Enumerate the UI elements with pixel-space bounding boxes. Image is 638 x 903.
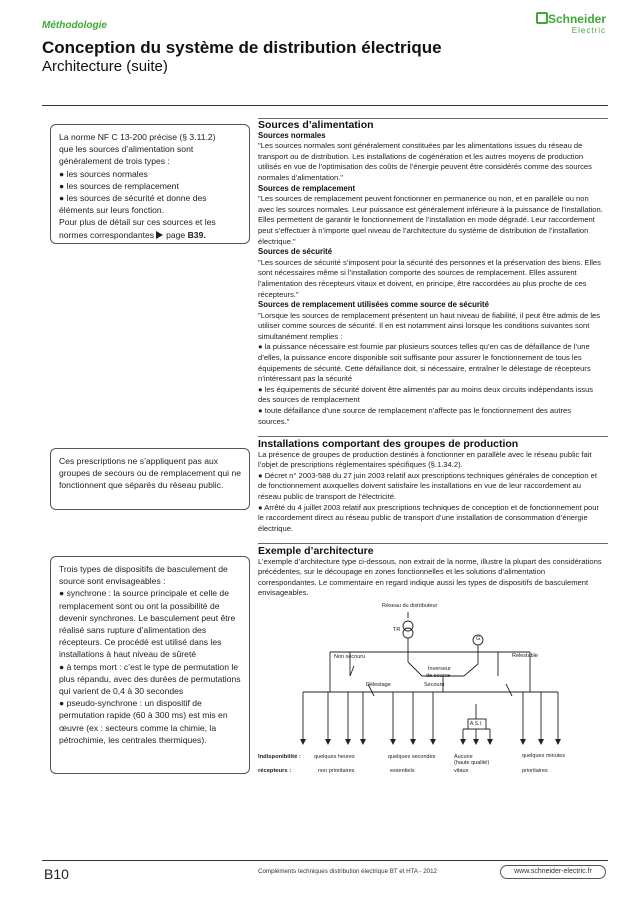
- note-line: Pour plus de détail sur ces sources et les: [59, 217, 216, 228]
- note-text: Trois types de dispositifs de basculement de source sont envisageables :: [59, 564, 228, 587]
- bullet: ● Décret n° 2003-588 du 27 juin 2003 relatif aux prescriptions techniques générales de conception et de fonctionnement auxquelles doivent satisfaire les installations en vue de leur raccordement au réseau public de transport de l’électricité.: [258, 470, 598, 501]
- diagram-label-tr: TR: [393, 627, 401, 633]
- section-example: [258, 546, 603, 599]
- section-installations: [258, 439, 603, 534]
- paragraph: La présence de groupes de production destinés à fonctionner en parallèle avec le réseau public fait l’objet de prescriptions réglementaires spécifiques (§.1.34.2).: [258, 449, 592, 470]
- paragraph: "Les sources de remplacement peuvent fonctionner en permanence ou non, et en parallèle ou non avec les sources normales. Leur puissance est généralement inférieure à la puissance de l’installation. Elles permettent de garantir le fonctionnement de l’installation en mode dégradé. Leur raccordement peut s’effectuer à n’importe quel niveau de l’architecture du système de distribution de l’installation électrique.": [258, 194, 603, 246]
- legend-value: (haute qualité): [454, 760, 490, 766]
- section-divider: [258, 436, 608, 437]
- legend-value: Aucune: [454, 754, 473, 760]
- legend-value: vitaux: [454, 768, 469, 774]
- page-number: B10: [44, 866, 69, 882]
- diagram-label-inverseur-2: de source: [426, 673, 451, 679]
- legend-value: essentiels: [390, 768, 415, 774]
- subheading: Sources de remplacement: [258, 183, 356, 193]
- legend-value: quelques heures: [314, 754, 355, 760]
- bullet: ● toute défaillance d’une source de remplacement n’affecte pas le fonctionnement des autres sources.": [258, 406, 572, 426]
- bullet: ● la puissance nécessaire est fournie par plusieurs sources telles qu’en cas de défaillance de l’une d’elles, la puissance encore disponible soit suffisante pour assurer le fonctionnement de tous les équipements de sécurité. Cette défaillance doit, si nécessaire, entraîner le délestage de récepteurs n’intéressant pas la sécurité: [258, 342, 591, 384]
- schneider-logo: [528, 12, 606, 38]
- note-line: normes correspondantes: [59, 229, 155, 240]
- diagram-label-relestable: Relestable: [512, 653, 538, 659]
- arrow-right-icon: [156, 231, 163, 239]
- bullet: ● Arrêté du 4 juillet 2003 relatif aux prescriptions techniques de conception et de fonctionnement pour le raccordement direct au réseau public de transport d’une installation de consommation d’énergie électrique.: [258, 502, 600, 533]
- note-bullet: ● à temps mort : c’est le type de permutation le plus répandu, avec des durées de permutations qui varient de 0,4 à 30 secondes: [59, 661, 241, 697]
- section-sources: [258, 120, 603, 427]
- note-line: La norme NF C 13-200 précise (§ 3.11.2): [59, 132, 216, 142]
- paragraph: "Les sources de sécurité s’imposent pour la sécurité des personnes et la préservation des biens. Elles sont nécessaires même si l’installation comporte des sources de remplacement. Elles assurent l’alimentation des récepteurs vitaux et doivent, en principe, être raccordées au plus proche de ces récepteurs.": [258, 257, 601, 299]
- note-box-sources: [50, 124, 250, 244]
- section-heading: Sources d’alimentation: [258, 119, 374, 131]
- page-title: Conception du système de distribution électrique: [42, 38, 442, 57]
- footer-text: Compléments techniques distribution électrique BT et HTA - 2012: [258, 868, 437, 875]
- note-bullet: ● les sources de remplacement: [59, 180, 179, 191]
- paragraph: L’exemple d’architecture type ci-dessous, non extrait de la norme, illustre la plupart des considérations précédentes, sur le découpage en zones fonctionnelles et les solutions d’alimentation correspondantes. Le commentaire en regard indique aussi les types de dispositifs de basculement envisageables.: [258, 556, 602, 598]
- paragraph: "Lorsque les sources de remplacement présentent un haut niveau de fiabilité, il peut être admis de les utiliser comme sources de sécurité. Il en est notamment ainsi lorsque les conditions suivantes sont simultanément remplies :: [258, 310, 601, 341]
- legend-value: quelques secondes: [388, 754, 436, 760]
- logo-sub: Electric: [571, 26, 606, 35]
- note-bullet: ● pseudo-synchrone : un dispositif de permutation rapide (60 à 300 ms) est mis en œuvre (ex : secteurs comme la chimie, la pétrochimie, les centrales thermiques).: [59, 698, 228, 745]
- header-divider: [42, 105, 608, 106]
- note-line: généralement de trois types :: [59, 156, 170, 167]
- legend-value: prioritaires: [522, 768, 548, 774]
- legend-value: quelques minutes: [522, 753, 566, 759]
- page-subtitle: Architecture (suite): [42, 58, 168, 75]
- section-divider: [258, 543, 608, 544]
- diagram-label-generator: G: [476, 636, 481, 642]
- diagram-label-inverseur: Inverseur: [428, 666, 451, 672]
- section-heading: Installations comportant des groupes de production: [258, 438, 519, 450]
- architecture-diagram: [258, 604, 608, 800]
- diagram-label-delestage: Délestage: [366, 682, 391, 688]
- section-label: Méthodologie: [42, 20, 107, 31]
- diagram-label-non-secouru: Non secouru: [334, 654, 366, 660]
- note-line: éléments sur leurs fonction.: [59, 205, 165, 216]
- subheading: Sources de sécurité: [258, 247, 333, 257]
- logo-brand: Schneider: [547, 12, 606, 26]
- diagram-lines: [258, 604, 608, 800]
- note-text: Ces prescriptions ne s’appliquent pas aux groupes de secours ou de remplacement qui ne fonctionnent que séparés du réseau public.: [59, 456, 242, 491]
- legend-label-recepteurs: récepteurs :: [258, 768, 292, 774]
- diagram-label-reseau: Réseau du distributeur: [382, 603, 438, 609]
- note-bullet: ● les sources normales: [59, 168, 148, 179]
- section-heading: Exemple d’architecture: [258, 545, 374, 557]
- legend-label-indisponibilite: Indisponibilité :: [258, 754, 301, 760]
- note-bullet: ● synchrone : la source principale et celle de remplacement sont ou ont la possibilité de devenir synchrones. Le basculement peut être réalisé sans rupture d’alimentation des récepteurs. Ce procédé est utilisé dans les installations à haut niveau de sûreté: [59, 588, 236, 660]
- note-bullet: ● les sources de sécurité et donne des: [59, 193, 207, 204]
- legend-value: non prioritaires: [318, 768, 355, 774]
- paragraph: "Les sources normales sont généralement constituées par les alimentations issues du réseau de transport ou de distribution. Les installations de cogénération et les autres moyens de production utilisés en vue de l’optimisation des coûts de l’énergie peuvent être considérés comme des sources normales d’alimentation.": [258, 141, 592, 182]
- page-ref-link[interactable]: B39.: [187, 229, 206, 240]
- subheading: Sources de remplacement utilisées comme source de sécurité: [258, 300, 489, 310]
- note-box-basculement: [50, 556, 250, 774]
- subheading: Sources normales: [258, 130, 326, 140]
- diagram-label-secouru: Secouru: [424, 682, 445, 688]
- note-line: que les sources d’alimentation sont: [59, 144, 194, 155]
- page-ref-label: page: [166, 229, 186, 240]
- diagram-label-asi: A.S.I.: [470, 721, 483, 727]
- logo-mark-icon: [536, 12, 548, 24]
- footer-divider: [42, 860, 608, 861]
- bullet: ● les équipements de sécurité doivent être alimentés par au moins deux circuits indépendants issus des sources de remplacement: [258, 384, 594, 405]
- website-link[interactable]: www.schneider-electric.fr: [500, 865, 606, 879]
- note-box-prescriptions: [50, 448, 250, 510]
